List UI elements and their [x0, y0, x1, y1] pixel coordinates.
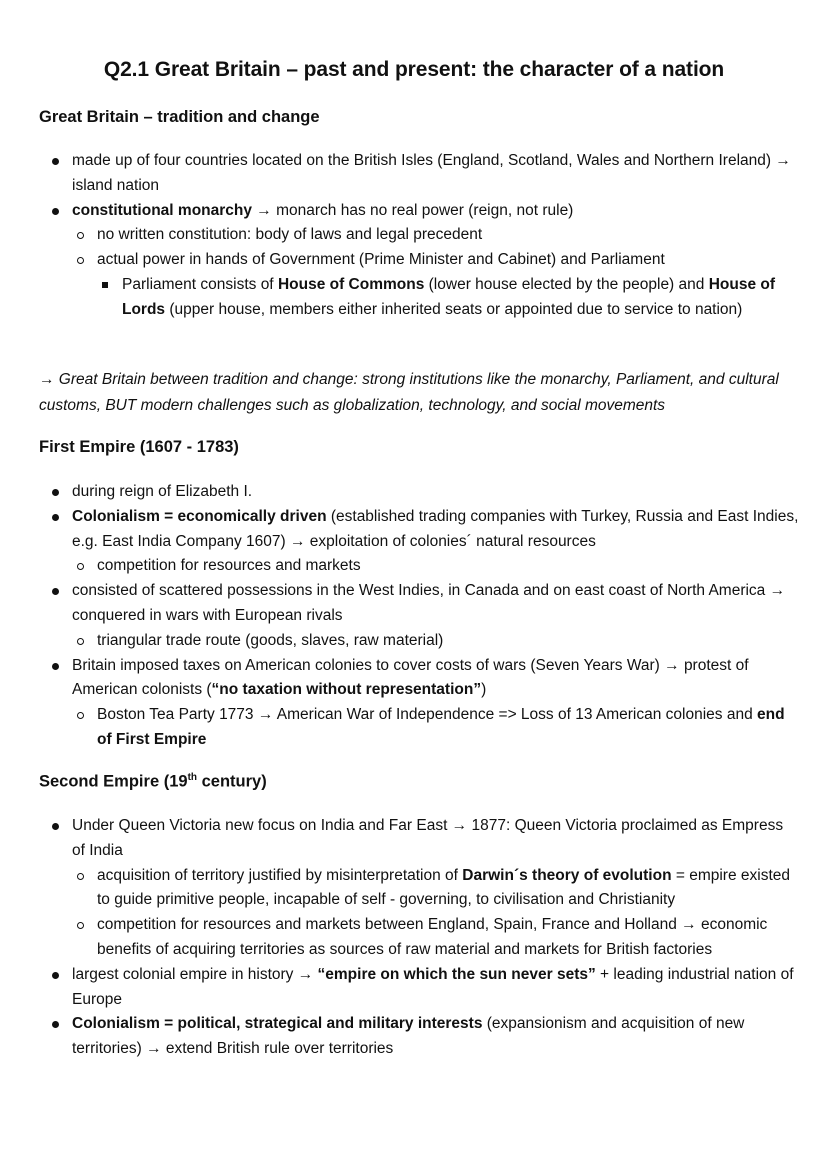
circle-bullet-icon [77, 638, 84, 645]
list-item: acquisition of territory justified by misinterpretation of Darwin´s theory of evolution = empire existed to guide primitive people, incapable of self - governing, to civilisation and Christianity [39, 864, 799, 914]
circle-bullet-icon [77, 257, 84, 264]
circle-bullet-icon [77, 563, 84, 570]
circle-bullet-icon [77, 712, 84, 719]
bullet-icon [52, 823, 59, 830]
list-item: made up of four countries located on the British Isles (England, Scotland, Wales and Northern Ireland) → island nation [39, 149, 799, 199]
list-tradition [39, 149, 799, 323]
list-second-empire [39, 814, 799, 1062]
circle-bullet-icon [77, 922, 84, 929]
square-bullet-icon [102, 282, 108, 288]
list-item: consisted of scattered possessions in the West Indies, in Canada and on east coast of North America → conquered in wars with European rivals [39, 579, 799, 629]
bullet-icon [52, 158, 59, 165]
list-item: Colonialism = economically driven (established trading companies with Turkey, Russia and East Indies, e.g. East India Company 1607) → exploitation of colonies´ natural resources [39, 505, 799, 555]
bullet-icon [52, 588, 59, 595]
list-item: no written constitution: body of laws and legal precedent [39, 223, 799, 248]
section-heading-second-empire: Second Empire (19th century) [39, 772, 267, 791]
list-item: triangular trade route (goods, slaves, raw material) [39, 629, 799, 654]
bullet-icon [52, 663, 59, 670]
page-title: Q2.1 Great Britain – past and present: the character of a nation [103, 58, 725, 81]
list-item: actual power in hands of Government (Prime Minister and Cabinet) and Parliament [39, 248, 799, 273]
list-item: Under Queen Victoria new focus on India and Far East → 1877: Queen Victoria proclaimed as Empress of India [39, 814, 799, 864]
section-heading-tradition: Great Britain – tradition and change [39, 108, 320, 126]
bullet-icon [52, 972, 59, 979]
list-item: Colonialism = political, strategical and military interests (expansionism and acquisition of new territories) → extend British rule over territories [39, 1012, 799, 1062]
bullet-icon [52, 489, 59, 496]
circle-bullet-icon [77, 232, 84, 239]
summary-note: → Great Britain between tradition and change: strong institutions like the monarchy, Parliament, and cultural customs, BUT modern challenges such as globalization, technology, and social movements [39, 371, 779, 414]
bullet-icon [52, 208, 59, 215]
section-heading-first-empire: First Empire (1607 - 1783) [39, 438, 239, 456]
list-item: Parliament consists of House of Commons (lower house elected by the people) and House of Lords (upper house, members either inherited seats or appointed due to service to nation) [39, 273, 799, 323]
bullet-icon [52, 1021, 59, 1028]
circle-bullet-icon [77, 873, 84, 880]
list-first-empire [39, 480, 799, 753]
list-item: Boston Tea Party 1773 → American War of Independence => Loss of 13 American colonies and end of First Empire [39, 703, 799, 753]
bullet-icon [52, 514, 59, 521]
list-item: constitutional monarchy → monarch has no real power (reign, not rule) [39, 199, 799, 224]
list-item: competition for resources and markets between England, Spain, France and Holland → economic benefits of acquiring territories as sources of raw material and markets for British factories [39, 913, 799, 963]
list-item: during reign of Elizabeth I. [39, 480, 799, 505]
list-item: largest colonial empire in history → “empire on which the sun never sets” + leading industrial nation of Europe [39, 963, 799, 1013]
list-item: competition for resources and markets [39, 554, 799, 579]
list-item: Britain imposed taxes on American colonies to cover costs of wars (Seven Years War) → protest of American colonists (“no taxation without representation”) [39, 654, 799, 704]
